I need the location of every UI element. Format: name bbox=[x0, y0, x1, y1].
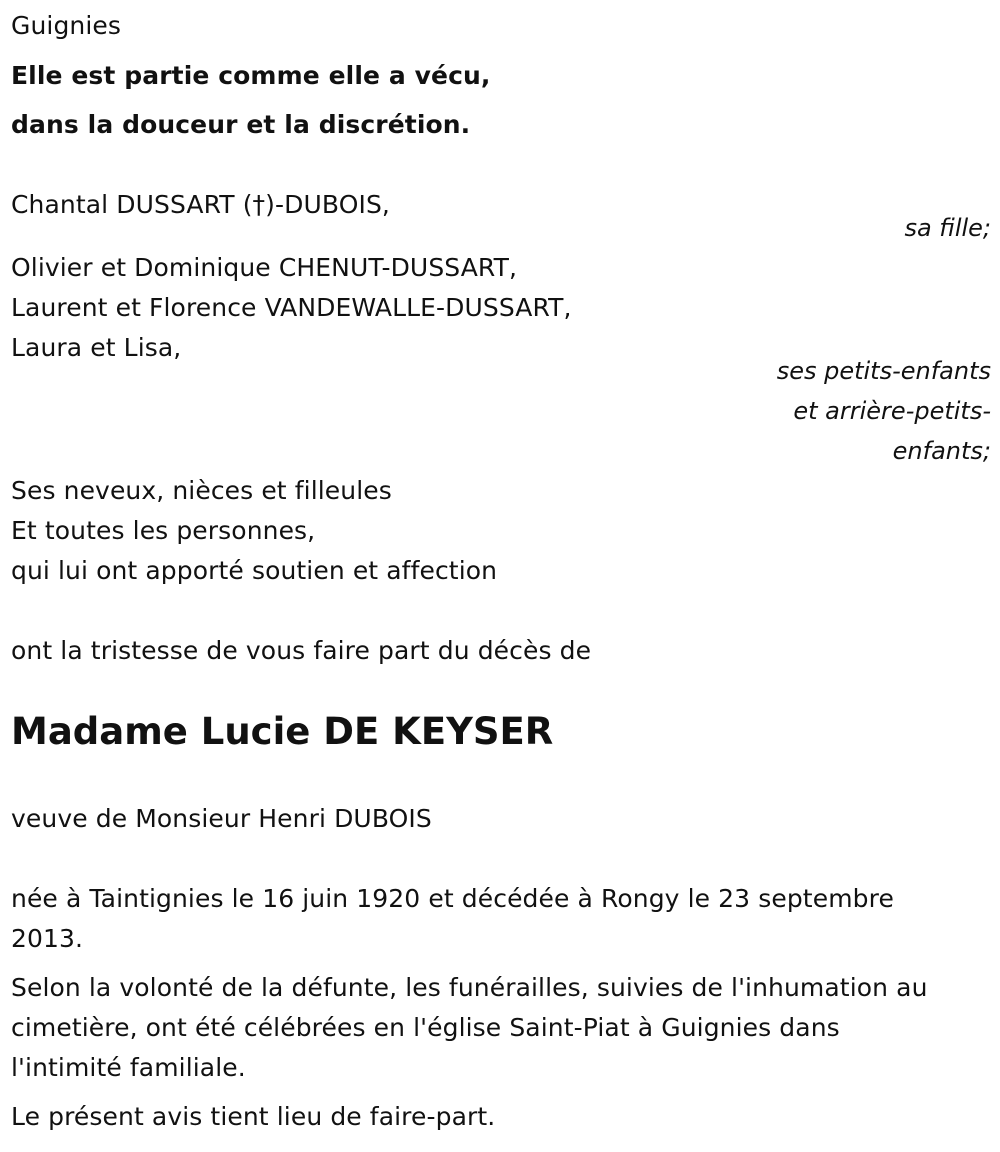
birth-death-line: née à Taintignies le 16 juin 1920 et décédée à Rongy le 23 septembre bbox=[11, 884, 894, 913]
grandchildren-relation-line: ses petits-enfants bbox=[776, 357, 991, 385]
grandchildren-relation-line: enfants; bbox=[892, 437, 991, 465]
daughter-relation: sa fille; bbox=[904, 214, 991, 242]
location: Guignies bbox=[11, 11, 122, 40]
motto-line-2: dans la douceur et la discrétion. bbox=[11, 110, 471, 139]
funeral-line: l'intimité familiale. bbox=[11, 1053, 246, 1082]
deceased-name: Madame Lucie DE KEYSER bbox=[11, 710, 554, 753]
birth-death-line: 2013. bbox=[11, 924, 84, 953]
grandchild-line: Olivier et Dominique CHENUT-DUSSART, bbox=[11, 253, 517, 282]
grandchild-line: Laura et Lisa, bbox=[11, 333, 182, 362]
motto-line-1: Elle est partie comme elle a vécu, bbox=[11, 61, 491, 90]
widow-of: veuve de Monsieur Henri DUBOIS bbox=[11, 804, 432, 833]
funeral-line: cimetière, ont été célébrées en l'église Saint-Piat à Guignies dans bbox=[11, 1013, 840, 1042]
daughter-name: Chantal DUSSART (†)-DUBOIS, bbox=[11, 190, 390, 219]
funeral-line: Selon la volonté de la défunte, les funérailles, suivies de l'inhumation au bbox=[11, 973, 928, 1002]
others-line: Et toutes les personnes, bbox=[11, 516, 316, 545]
closing-note: Le présent avis tient lieu de faire-part. bbox=[11, 1102, 496, 1131]
grandchild-line: Laurent et Florence VANDEWALLE-DUSSART, bbox=[11, 293, 572, 322]
others-line: qui lui ont apporté soutien et affection bbox=[11, 556, 498, 585]
others-line: Ses neveux, nièces et filleules bbox=[11, 476, 392, 505]
grandchildren-relation-line: et arrière-petits- bbox=[793, 397, 991, 425]
announcement: ont la tristesse de vous faire part du décès de bbox=[11, 636, 592, 665]
